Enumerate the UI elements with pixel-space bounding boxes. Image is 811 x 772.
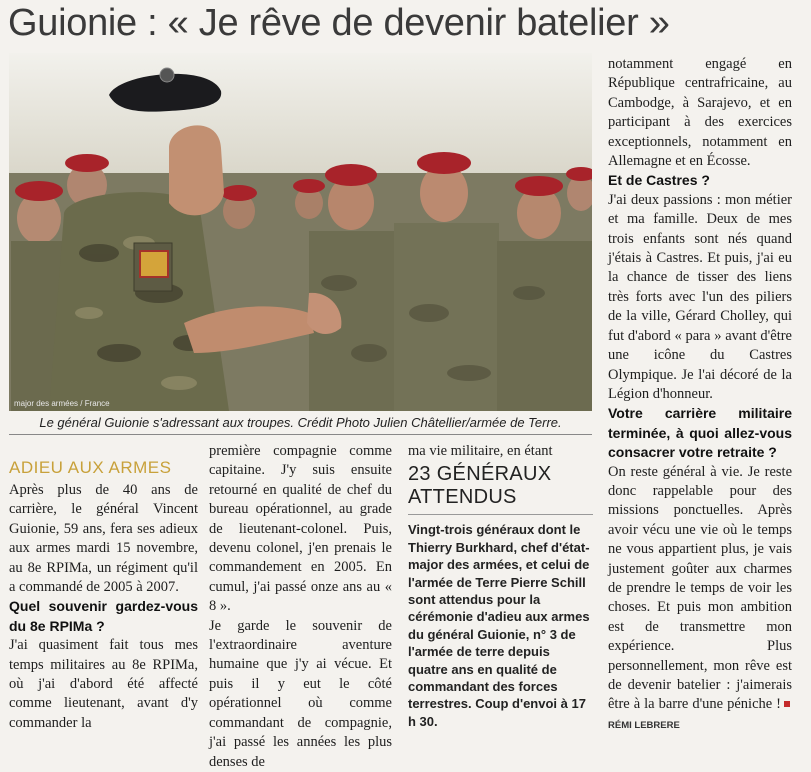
answer-paragraph: Je garde le souvenir de l'extraordinaire aventure humaine que j'y ai vécue. Et puis il y eut le côté opérationnel où comme commandant de compagnie, j'ai passé les années les plus denses de (209, 617, 392, 770)
article-photo (9, 53, 592, 411)
column-3 (408, 442, 593, 730)
soldiers-photo-illustration (9, 53, 592, 411)
answer-paragraph: J'ai quasiment fait tous mes temps militaires au 8e RPIMa, où j'ai d'abord été affecté comme lieutenant, avant d'y commander la (9, 637, 198, 731)
answer-paragraph (608, 463, 792, 736)
column-1 (9, 457, 198, 733)
answer-text: On reste général à vie. Je reste donc rappelable pour des missions ponctuelles. Après avoir vécu une vie où le temps ne vous appartient plus, je vais justement goûter aux charmes de prendre le temps de voir les choses. Et puis mon ambition est de transmettre mon expérience. Plus personnellement, mon rêve est de devenir batelier : j'aimerais être à la barre d'une péniche ! (608, 463, 792, 713)
article-headline: Guionie : « Je rêve de devenir batelier » (8, 2, 670, 44)
interview-question: Votre carrière militaire terminée, à quoi allez-vous consacrer votre retraite ? (608, 405, 792, 461)
answer-paragraph: ma vie militaire, en étant (408, 443, 553, 459)
interview-question: Et de Castres ? (608, 172, 710, 189)
answer-paragraph: première compagnie comme capitaine. J'y suis ensuite retourné en qualité de chef du bureau opérationnel, au grade de lieutenant-colonel. Puis, devenu colonel, j'en prenais le commandement en 2005. En cumul, j'ai passé onze ans au « 8 ». (209, 443, 392, 615)
column-2 (209, 442, 392, 772)
answer-paragraph: J'ai deux passions : mon métier et ma famille. Deux de mes trois enfants sont nés quand j'étais à Castres. Et puis, j'ai eu la chance de tisser des liens très forts avec l'un des piliers de la ville, Gérard Cholley, qui fut d'abord « para » avant d'être une icône du Castres Olympique. Je l'ai décoré de la Légion d'honneur. (608, 191, 792, 402)
signature-square-icon (784, 701, 790, 707)
interview-question: Quel souvenir gardez-vous du 8e RPIMa ? (9, 598, 198, 634)
section-rubric: ADIEU AUX ARMES (9, 458, 172, 477)
photo-caption: Le général Guionie s'adressant aux troupes. Crédit Photo Julien Châtellier/armée de Terre. (9, 412, 592, 435)
author-signature: RÉMI LEBRERE (608, 719, 680, 731)
photo-credit-overlay: major des armées / France (14, 399, 110, 408)
column-4 (608, 55, 792, 735)
intro-paragraph: Après plus de 40 ans de carrière, le général Vincent Guionie, 59 ans, fera ses adieux aux armes mardi 15 novembre, au 8e RPIMa, un régiment qu'il a commandé de 2005 à 2007. (9, 482, 198, 596)
answer-paragraph: notamment engagé en République centrafricaine, au Cambodge, à Sarajevo, et en participant à des exercices exceptionnels, notamment en Allemagne et en Écosse. (608, 56, 792, 170)
sidebar-box-text: Vingt-trois généraux dont le Thierry Burkhard, chef d'état-major des armées, et celui de l'armée de Terre Pierre Schill sont attendus pour la cérémonie d'adieu aux armes du général Guionie, n° 3 de l'armée de terre depuis quatre ans en qualité de commandant des forces terrestres. Coup d'envoi à 17 h 30. (408, 522, 590, 729)
sidebar-box-title: 23 GÉNÉRAUX ATTENDUS (408, 463, 593, 515)
